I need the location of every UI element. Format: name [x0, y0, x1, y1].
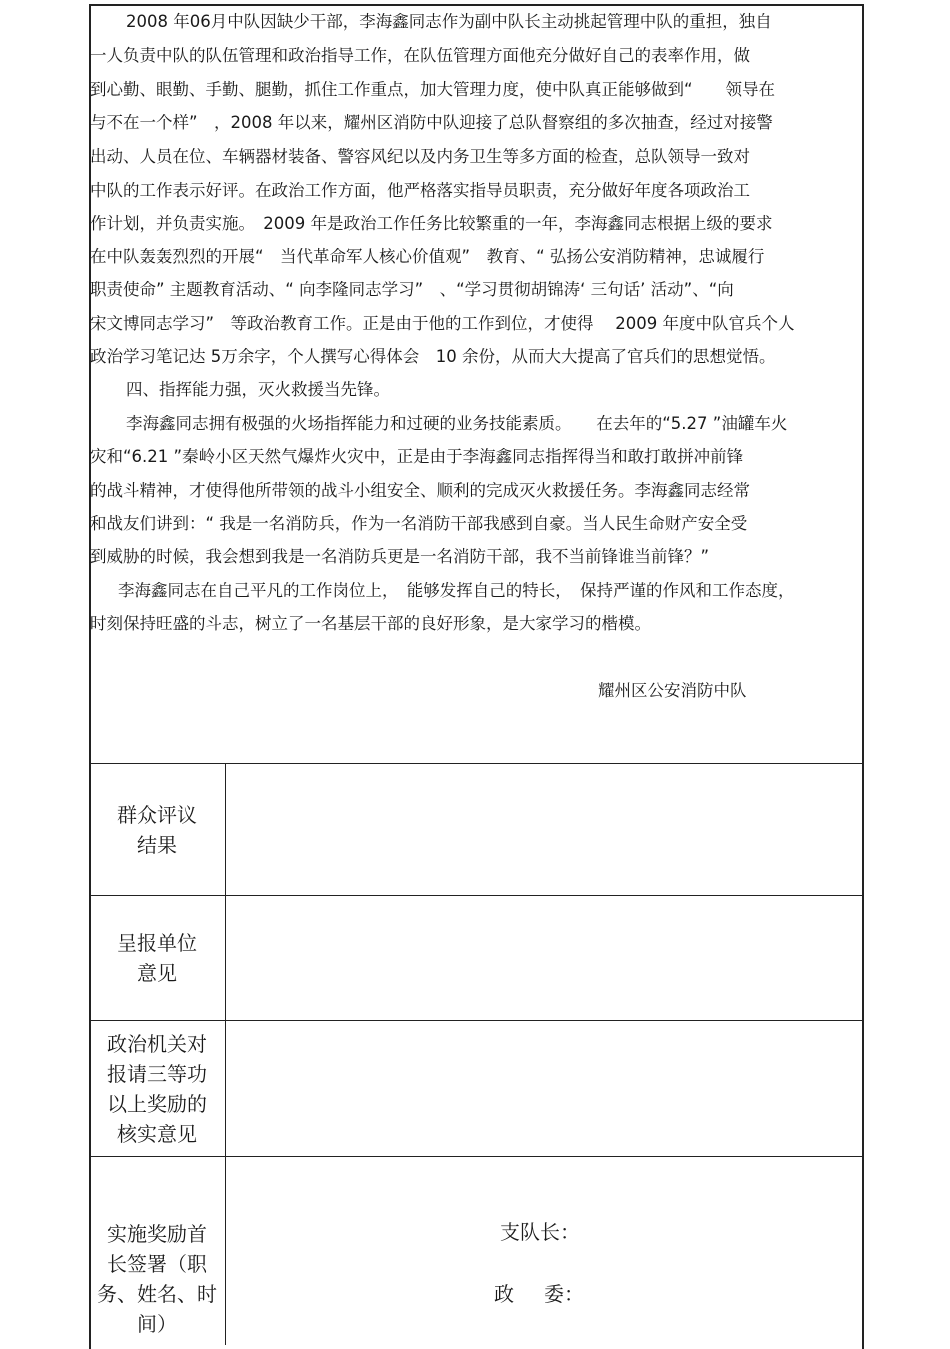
narrative-line: 和战友们讲到：“ 我是一名消防兵，作为一名消防干部我感到自豪。当人民生命财产安全受: [90, 514, 748, 533]
political-commissar-signature: [494, 1279, 584, 1309]
narrative-line: 李海鑫同志拥有极强的火场指挥能力和过硬的业务技能素质。 在去年的“5.27 ”油罐车火: [126, 414, 788, 433]
label-line: 长签署（职: [107, 1252, 207, 1276]
label-line: 群众评议: [117, 802, 197, 827]
detachment-leader-signature: 支队长：: [500, 1220, 580, 1244]
narrative-line: 到心勤、眼勤、手勤、腿勤，抓住工作重点，加大管理力度，使中队真正能够做到“ 领导在: [90, 80, 776, 99]
label-line: 呈报单位: [117, 931, 197, 955]
narrative-line: 在中队轰轰烈烈的开展“ 当代革命军人核心价值观” 教育、“ 弘扬公安消防精神，忠诚履行: [90, 247, 765, 266]
narrative-line: 中队的工作表示好评。在政治工作方面，他严格落实指导员职责，充分做好年度各项政治工: [90, 181, 750, 200]
narrative-line: 的战斗精神，才使得他所带领的战斗小组安全、顺利的完成灭火救援任务。李海鑫同志经常: [90, 481, 750, 500]
label-line: 报请三等功: [107, 1061, 207, 1086]
label-line: 务、姓名、时: [97, 1282, 217, 1306]
narrative-line: 李海鑫同志在自己平凡的工作岗位上， 能够发挥自己的特长， 保持严谨的作风和工作态度，: [118, 581, 795, 600]
label-line: 意见: [137, 961, 177, 985]
narrative-line: 2008 年06月中队因缺少干部，李海鑫同志作为副中队长主动挑起管理中队的重担，独自: [126, 12, 772, 31]
narrative-line: 出动、人员在位、车辆器材装备、警容风纪以及内务卫生等多方面的检查，总队领导一致对: [90, 147, 750, 166]
table-column-divider: [225, 763, 226, 1345]
label-line: 间）: [137, 1312, 177, 1336]
commissar-label-part: 委：: [544, 1282, 584, 1306]
row-label-submitting-unit: [91, 896, 223, 1020]
section-heading: 四、指挥能力强，灭火救援当先锋。: [126, 380, 390, 399]
label-line: 政治机关对: [107, 1031, 207, 1056]
row-label-commander-signature: [91, 1157, 223, 1345]
narrative-line: 政治学习笔记达 5万余字，个人撰写心得体会 10 余份，从而大大提高了官兵们的思想觉悟。: [90, 347, 776, 366]
row-label-political-verification: [91, 1021, 223, 1156]
label-line: 核实意见: [117, 1121, 197, 1146]
row-label-public-review: [91, 764, 223, 895]
narrative-line: 宋文博同志学习” 等政治教育工作。正是由于他的工作到位，才使得 2009 年度中队官兵个人: [90, 314, 795, 333]
narrative-line: 时刻保持旺盛的斗志，树立了一名基层干部的良好形象，是大家学习的楷模。: [90, 614, 651, 633]
narrative-line: 职责使命” 主题教育活动、“ 向李隆同志学习” 、“学习贯彻胡锦涛‘ 三句话’ 活动”、“向: [90, 280, 734, 299]
unit-signature: 耀州区公安消防中队: [598, 681, 747, 700]
narrative-line: 作计划，并负责实施。 2009 年是政治工作任务比较繁重的一年，李海鑫同志根据上级的要求: [90, 214, 773, 233]
narrative-line: 与不在一个样” ，2008 年以来，耀州区消防中队迎接了总队督察组的多次抽查，经过对接警: [90, 113, 773, 132]
narrative-line: 一人负责中队的队伍管理和政治指导工作，在队伍管理方面他充分做好自己的表率作用，做: [90, 46, 750, 65]
commissar-label-part: 政: [494, 1282, 514, 1306]
label-line: 结果: [137, 832, 177, 857]
narrative-line: 到威胁的时候，我会想到我是一名消防兵更是一名消防干部，我不当前锋谁当前锋？”: [90, 547, 710, 566]
label-line: 以上奖励的: [107, 1091, 207, 1116]
label-line: 实施奖励首: [107, 1222, 207, 1246]
narrative-line: 灾和“6.21 ”秦岭小区天然气爆炸火灾中，正是由于李海鑫同志指挥得当和敢打敢拼冲前锋: [90, 447, 744, 466]
